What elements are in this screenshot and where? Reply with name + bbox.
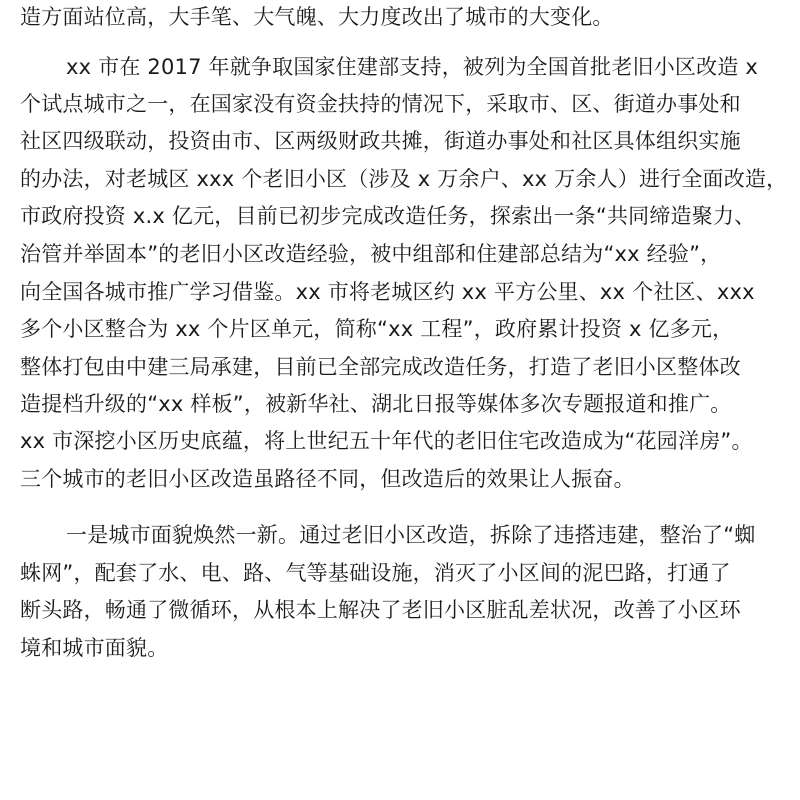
text-line: xx 市深挖小区历史底蕴，将上世纪五十年代的老旧住宅改造成为“花园洋房”。 [20,429,753,453]
text-line: 向全国各城市推广学习借鉴。xx 市将老城区约 xx 平方公里、xx 个社区、xxx [20,280,755,304]
text-line: 社区四级联动，投资由市、区两级财政共摊，街道办事处和社区具体组织实施 [20,129,741,153]
text-line: 造提档升级的“xx 样板”，被新华社、湖北日报等媒体多次专题报道和推广。 [20,392,732,416]
text-line: 三个城市的老旧小区改造虽路径不同，但改造后的效果让人振奋。 [20,467,635,491]
text-line: 断头路，畅通了微循环，从根本上解决了老旧小区脏乱差状况，改善了小区环 [20,598,741,622]
text-line: 造方面站位高，大手笔、大气魄、大力度改出了城市的大变化。 [20,5,614,29]
text-line: 蛛网”，配套了水、电、路、气等基础设施，消灭了小区间的泥巴路，打通了 [20,561,731,585]
text-line: 的办法，对老城区 xxx 个老旧小区（涉及 x 万余户、xx 万余人）进行全面改造， [20,167,788,191]
text-line: 一是城市面貌焕然一新。通过老旧小区改造，拆除了违搭违建，整治了“蜘 [66,523,756,547]
text-line: xx 市在 2017 年就争取国家住建部支持，被列为全国首批老旧小区改造 x [66,55,759,79]
text-line: 个试点城市之一，在国家没有资金扶持的情况下，采取市、区、街道办事处和 [20,92,741,116]
text-line: 境和城市面貌。 [20,636,169,660]
text-line: 市政府投资 x.x 亿元，目前已初步完成改造任务，探索出一条“共同缔造聚力、 [20,204,756,228]
text-line: 整体打包由中建三局承建，目前已全部完成改造任务，打造了老旧小区整体改 [20,355,741,379]
text-line: 多个小区整合为 xx 个片区单元，简称“xx 工程”，政府累计投资 x 亿多元， [20,317,734,341]
text-line: 治管并举固本”的老旧小区改造经验，被中组部和住建部总结为“xx 经验”， [20,242,722,266]
